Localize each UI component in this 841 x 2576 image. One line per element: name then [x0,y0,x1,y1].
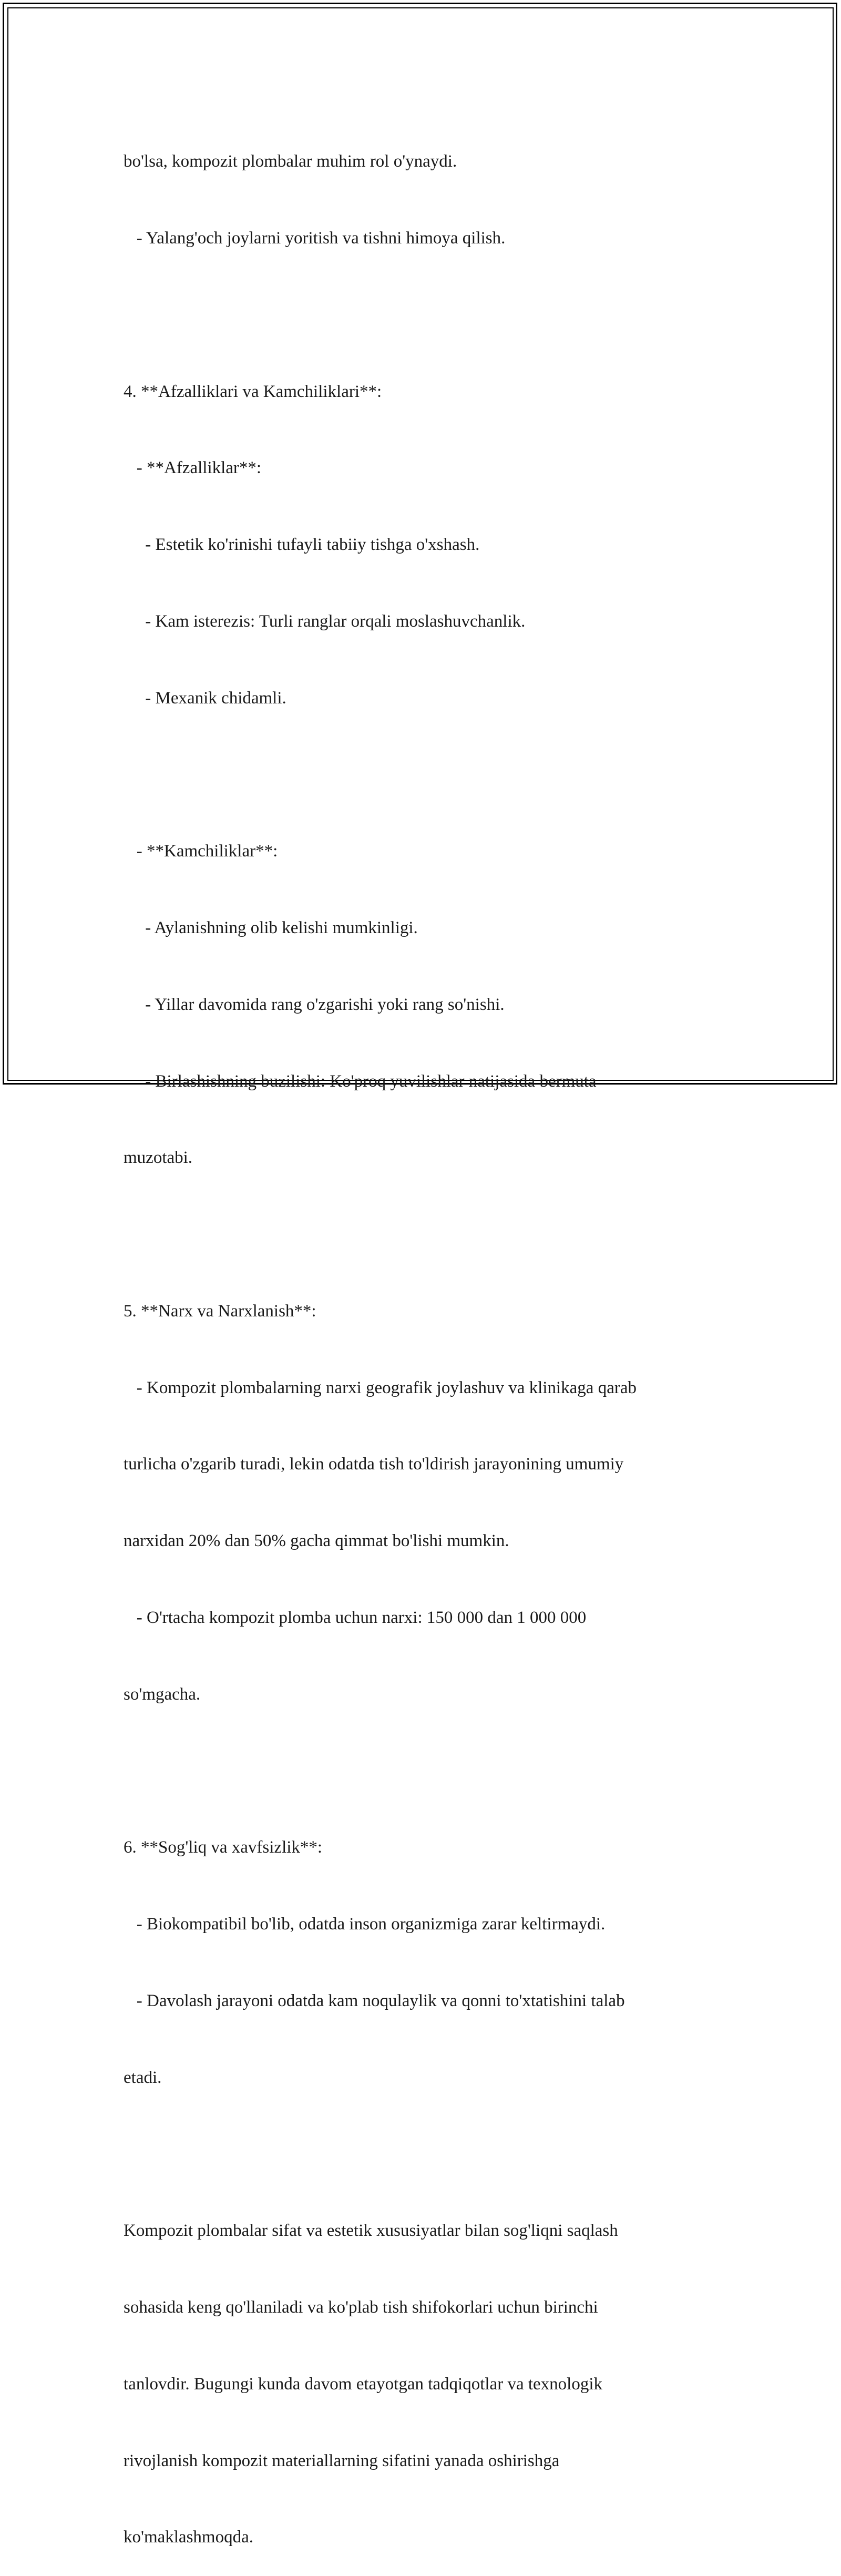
section-heading: 6. **Sog'liq va xavfsizlik**: [124,1838,323,1857]
blank-line [124,2142,728,2168]
paragraph-line: rivojlanish kompozit materiallarning sifatini yanada oshirishga [124,2451,560,2470]
subheading: - **Afzalliklar**: [124,458,262,478]
list-item: - Kompozit plombalarning narxi geografik joylashuv va klinikaga qarab [124,1378,637,1397]
paragraph-line: sohasida keng qo'llaniladi va ko'plab tish shifokorlari uchun birinchi [124,2298,598,2317]
text-line: muzotabi. [124,1148,193,1168]
blank-line [124,1222,728,1248]
text-line: etadi. [124,2068,162,2087]
document-body [124,98,728,2576]
list-item: - Mexanik chidamli. [124,688,286,708]
section-heading: 5. **Narx va Narxlanish**: [124,1301,316,1321]
blank-line [124,302,728,328]
subheading: - **Kamchiliklar**: [124,842,278,861]
blank-line [124,1759,728,1784]
list-item: - Estetik ko'rinishi tufayli tabiiy tishga o'xshash. [124,535,480,555]
text-line: bo'lsa, kompozit plombalar muhim rol o'ynaydi. [124,152,457,171]
list-item: - O'rtacha kompozit plomba uchun narxi: 150 000 dan 1 000 000 [124,1608,587,1628]
list-item: - Yillar davomida rang o'zgarishi yoki rang so'nishi. [124,995,505,1014]
list-item: - Birlashishning buzilishi: Ko'proq yuvilishlar natijasida bermuta [124,1071,597,1091]
paragraph-line: tanlovdir. Bugungi kunda davom etayotgan tadqiqotlar va texnologik [124,2374,602,2394]
section-heading: 4. **Afzalliklari va Kamchiliklari**: [124,382,382,401]
paragraph-line: ko'maklashmoqda. [124,2528,253,2547]
list-item: - Davolash jarayoni odatda kam noqulaylik va qonni to'xtatishini talab [124,1991,625,2010]
blank-line [124,762,728,788]
paragraph-line: Kompozit plombalar sifat va estetik xususiyatlar bilan sog'liqni saqlash [124,2221,618,2241]
text-line: narxidan 20% dan 50% gacha qimmat bo'lishi mumkin. [124,1531,509,1551]
text-line: - Yalang'och joylarni yoritish va tishni himoya qilish. [124,228,506,248]
text-line: turlicha o'zgarib turadi, lekin odatda tish to'ldirish jarayonining umumiy [124,1455,624,1474]
list-item: - Aylanishning olib kelishi mumkinligi. [124,918,418,937]
list-item: - Kam isterezis: Turli ranglar orqali moslashuvchanlik. [124,611,526,631]
text-line: so'mgacha. [124,1684,201,1704]
list-item: - Biokompatibil bo'lib, odatda inson organizmiga zarar keltirmaydi. [124,1915,606,1934]
